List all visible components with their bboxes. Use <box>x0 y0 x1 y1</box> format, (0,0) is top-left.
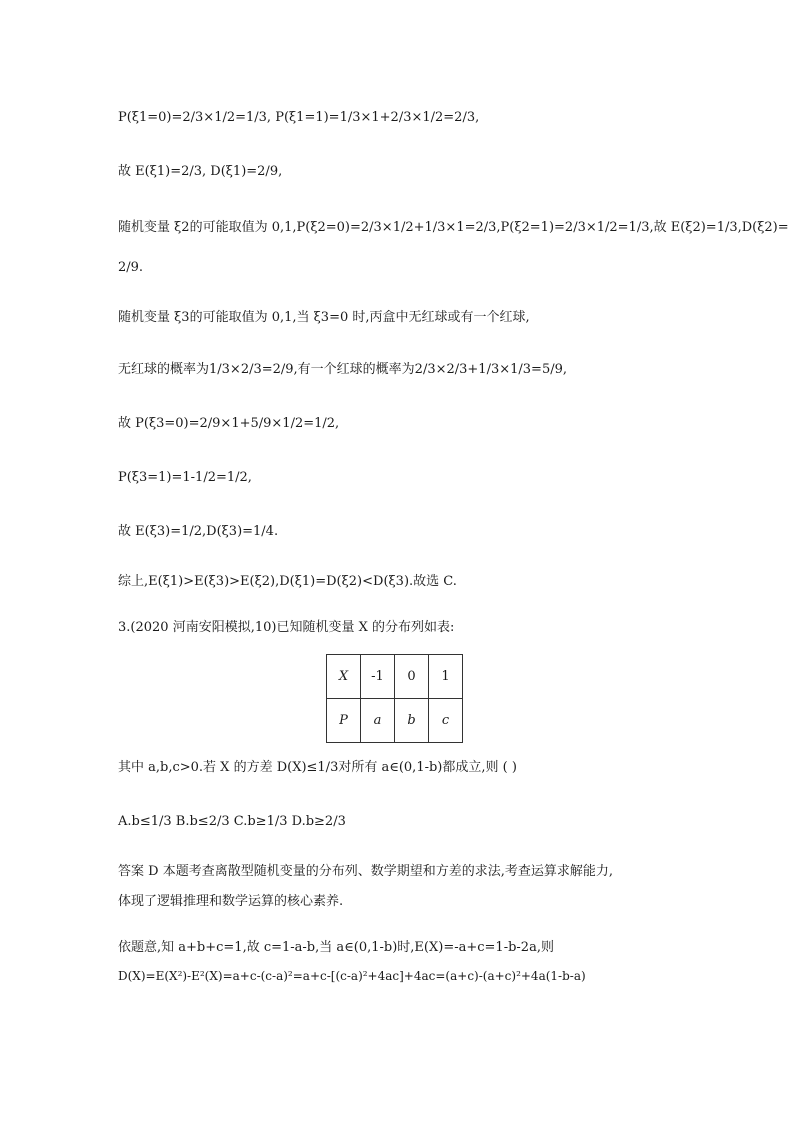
table-row <box>327 655 463 699</box>
answer-line: 答案 D 本题考查离散型随机变量的分布列、数学期望和方差的求法,考查运算求解能力, <box>118 864 613 879</box>
question-3-options: A.b≤1/3 B.b≤2/3 C.b≥1/3 D.b≥2/3 <box>118 814 346 829</box>
table-cell: 1 <box>429 655 463 699</box>
text-line-5: 无红球的概率为1/3×2/3=2/9,有一个红球的概率为2/3×2/3+1/3×1/3=5/9, <box>118 362 567 377</box>
table-cell: c <box>429 699 463 743</box>
table-cell: a <box>361 699 395 743</box>
text-line-8: 故 E(ξ3)=1/2,D(ξ3)=1/4. <box>118 524 279 539</box>
table-cell: X <box>327 655 361 699</box>
table-cell: b <box>395 699 429 743</box>
text-line-6: 故 P(ξ3=0)=2/9×1+5/9×1/2=1/2, <box>118 416 340 431</box>
solution-line-2: D(X)=E(X²)-E²(X)=a+c-(c-a)²=a+c-[(c-a)²+4ac]+4ac=(a+c)-(a+c)²+4a(1-b-a) <box>118 969 586 983</box>
table-row <box>327 699 463 743</box>
question-3-stem: 3.(2020 河南安阳模拟,10)已知随机变量 X 的分布列如表: <box>118 620 455 635</box>
answer-line-2: 体现了逻辑推理和数学运算的核心素养. <box>118 894 344 909</box>
distribution-table <box>326 654 463 743</box>
text-line-7: P(ξ3=1)=1-1/2=1/2, <box>118 470 252 485</box>
solution-line-1: 依题意,知 a+b+c=1,故 c=1-a-b,当 a∈(0,1-b)时,E(X)=-a+c=1-b-2a,则 <box>118 940 554 955</box>
text-line-4: 随机变量 ξ3的可能取值为 0,1,当 ξ3=0 时,丙盒中无红球或有一个红球, <box>118 310 530 325</box>
text-line-9: 综上,E(ξ1)>E(ξ3)>E(ξ2),D(ξ1)=D(ξ2)<D(ξ3).故选 C. <box>118 574 457 589</box>
question-3-condition: 其中 a,b,c>0.若 X 的方差 D(X)≤1/3对所有 a∈(0,1-b)都成立,则 ( ) <box>118 760 517 775</box>
table-cell: -1 <box>361 655 395 699</box>
text-line-2: 故 E(ξ1)=2/3, D(ξ1)=2/9, <box>118 164 283 179</box>
table-cell: P <box>327 699 361 743</box>
text-line-1: P(ξ1=0)=2/3×1/2=1/3, P(ξ1=1)=1/3×1+2/3×1/2=2/3, <box>118 110 480 125</box>
text-line-3a: 随机变量 ξ2的可能取值为 0,1,P(ξ2=0)=2/3×1/2+1/3×1=2/3,P(ξ2=1)=2/3×1/2=1/3,故 E(ξ2)=1/3,D(ξ2)= <box>118 220 789 235</box>
table-cell: 0 <box>395 655 429 699</box>
text-line-3b: 2/9. <box>118 260 144 275</box>
